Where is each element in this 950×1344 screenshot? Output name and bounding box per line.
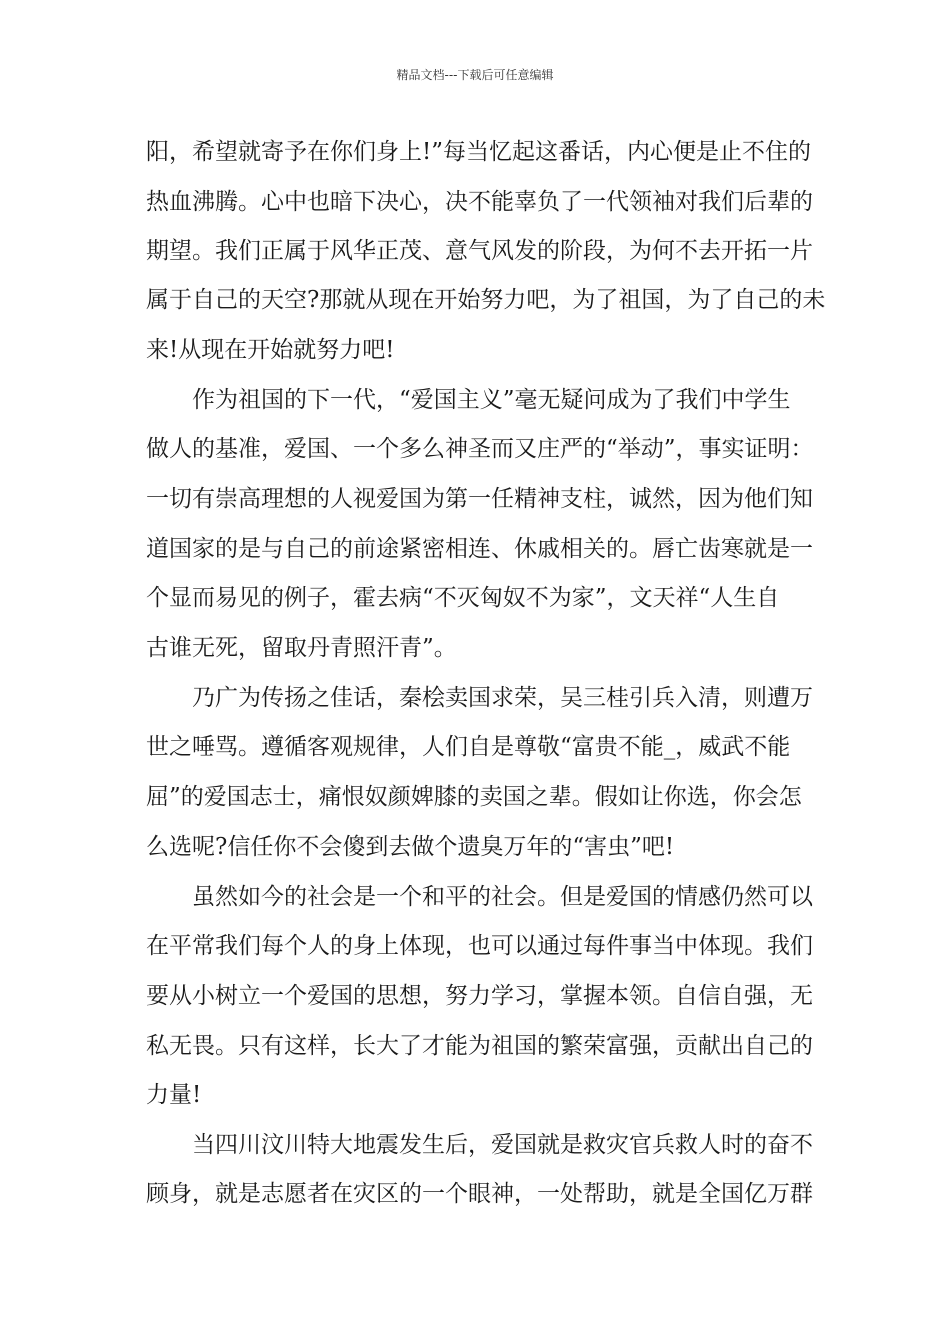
paragraph-line: 古谁无死，留取丹青照汗青”。: [146, 635, 457, 661]
paragraph-line: 属于自己的天空?那就从现在开始努力吧，为了祖国，为了自己的未: [146, 287, 826, 313]
paragraph-line: 一切有崇高理想的人视爱国为第一任精神支柱，诚然，因为他们知: [146, 486, 813, 512]
paragraph-line: 作为祖国的下一代，“爱国主义”毫无疑问成为了我们中学生: [192, 387, 791, 413]
paragraph-line: 乃广为传扬之佳话，秦桧卖国求荣，吴三桂引兵入清，则遭万: [192, 685, 813, 711]
paragraph-line: 在平常我们每个人的身上体现，也可以通过每件事当中体现。我们: [146, 933, 813, 959]
paragraph-line: 做人的基准，爱国、一个多么神圣而又庄严的“举动”，事实证明：: [146, 436, 814, 462]
paragraph-line: 力量!: [146, 1082, 202, 1108]
paragraph-line: 热血沸腾。心中也暗下决心，决不能辜负了一代领袖对我们后辈的: [146, 189, 813, 215]
page-header: 精品文档---下载后可任意编辑: [396, 68, 554, 82]
paragraph-line: 世之唾骂。遵循客观规律，人们自是尊敬“富贵不能_，威武不能: [146, 734, 791, 760]
paragraph-line: 顾身，就是志愿者在灾区的一个眼神，一处帮助，就是全国亿万群: [146, 1181, 813, 1207]
paragraph-line: 阳，希望就寄予在你们身上!”每当忆起这番话，内心便是止不住的: [146, 139, 812, 165]
paragraph-line: 屈”的爱国志士，痛恨奴颜婢膝的卖国之辈。假如让你选，你会怎: [146, 784, 802, 810]
paragraph-line: 期望。我们正属于风华正茂、意气风发的阶段，为何不去开拓一片: [146, 238, 813, 264]
paragraph-line: 道国家的是与自己的前途紧密相连、休戚相关的。唇亡齿寒就是一: [146, 536, 813, 562]
paragraph-line: 要从小树立一个爱国的思想，努力学习，掌握本领。自信自强，无: [146, 983, 813, 1009]
paragraph-line: 来!从现在开始就努力吧!: [146, 337, 395, 363]
paragraph-line: 么选呢?信任你不会傻到去做个遗臭万年的“害虫”吧!: [146, 834, 675, 860]
paragraph-line: 虽然如今的社会是一个和平的社会。但是爱国的情感仍然可以: [192, 884, 813, 910]
paragraph-line: 私无畏。只有这样，长大了才能为祖国的繁荣富强，贡献出自己的: [146, 1033, 813, 1059]
paragraph-line: 个显而易见的例子，霍去病“不灭匈奴不为家”，文天祥“人生自: [146, 585, 780, 611]
paragraph-line: 当四川汶川特大地震发生后，爱国就是救灾官兵救人时的奋不: [192, 1132, 813, 1158]
